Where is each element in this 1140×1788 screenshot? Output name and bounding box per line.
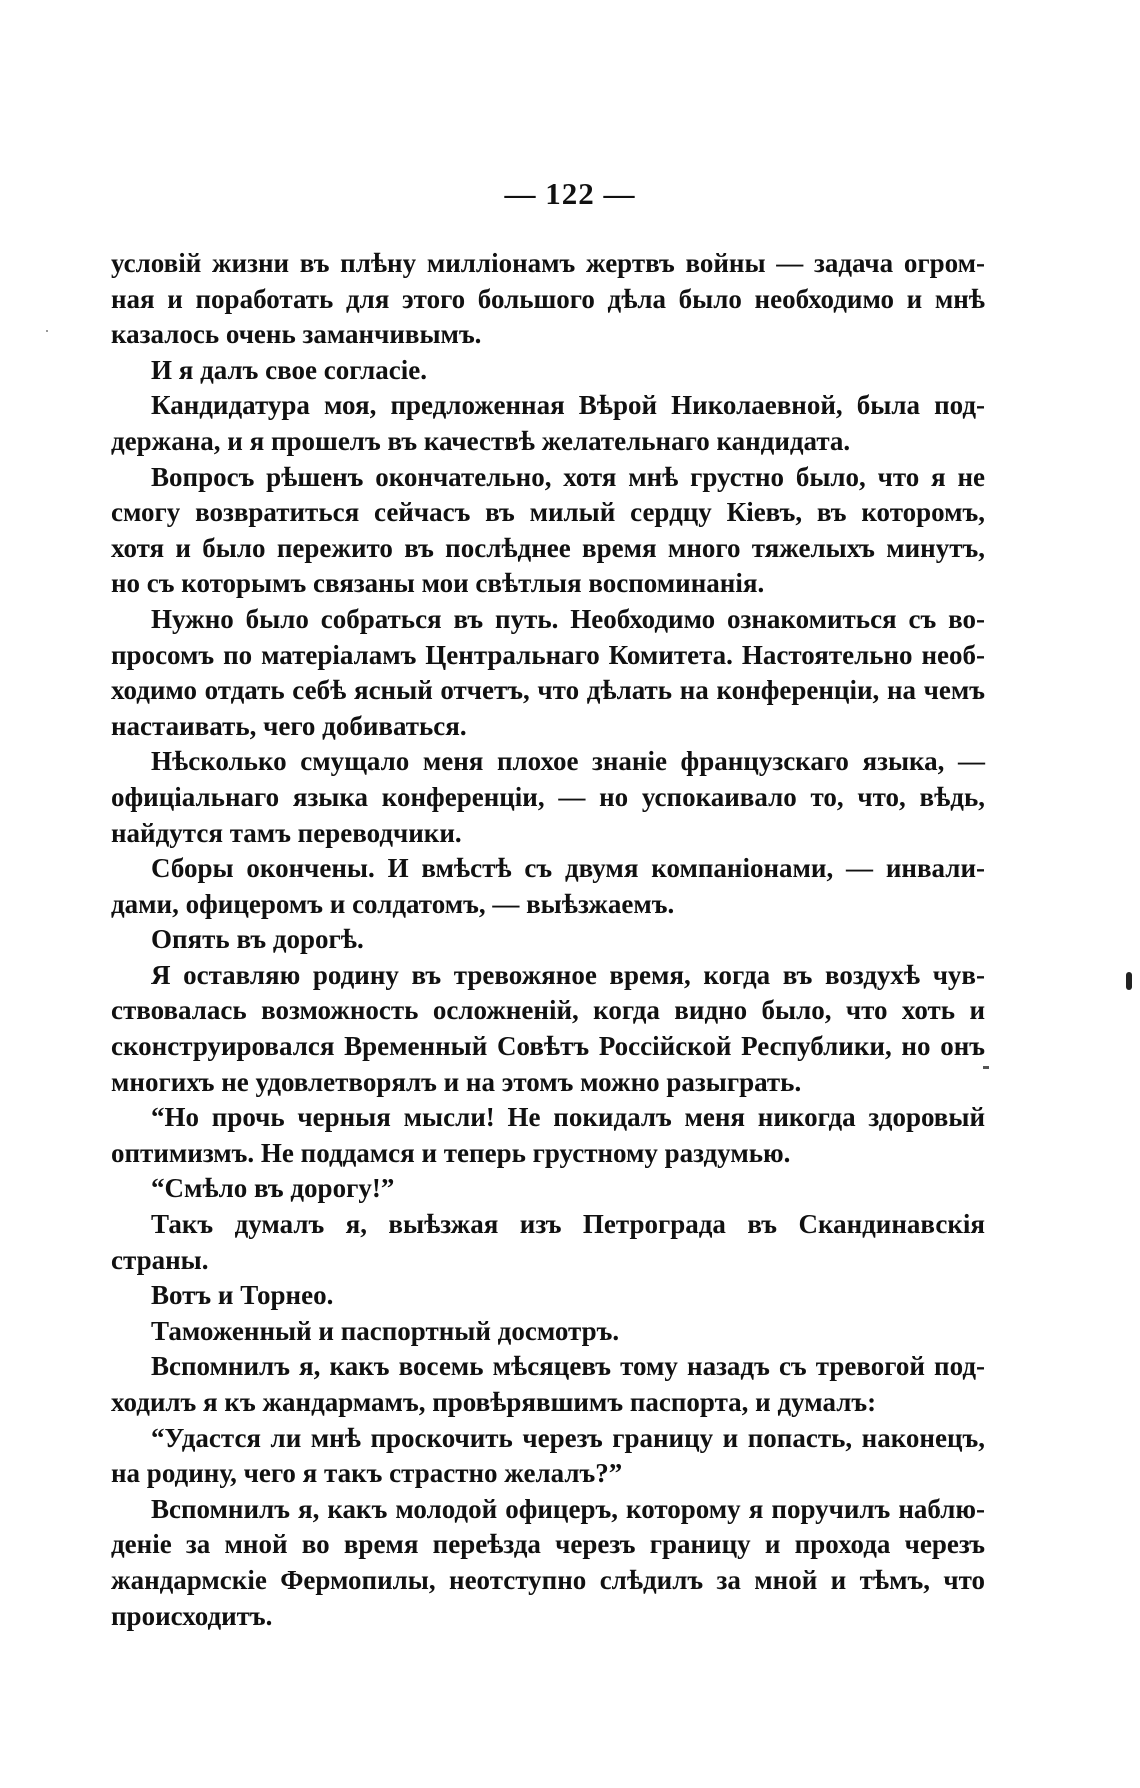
body-text (111, 246, 985, 1634)
text-line: Вспомнилъ я, какъ молодой офицеръ, которому я поручилъ наблю- (151, 1493, 985, 1524)
text-line: страны. (111, 1244, 209, 1275)
paragraph (111, 353, 985, 389)
text-line: ходилъ я къ жандармамъ, провѣрявшимъ паспорта, и думалъ: (111, 1387, 877, 1417)
scan-artifact-mark (1126, 972, 1132, 990)
text-line: найдутся тамъ переводчики. (111, 817, 462, 848)
paragraph (111, 744, 985, 851)
paragraph (111, 246, 985, 353)
text-line: Вопросъ рѣшенъ окончательно, хотя мнѣ грустно было, что я не (151, 461, 985, 492)
paragraph (111, 460, 985, 602)
text-line: смогу возвратиться сейчасъ въ милый сердцу Кіевъ, въ которомъ, (111, 497, 985, 528)
paragraph (111, 1100, 985, 1171)
text-line: деніе за мной во время переѣзда черезъ границу и прохода черезъ (111, 1529, 985, 1560)
paragraph (111, 1421, 985, 1492)
text-line: хотя и было пережито въ послѣднее время много тяжелыхъ минутъ, (111, 532, 985, 563)
paragraph (111, 851, 985, 922)
paragraph (111, 388, 985, 459)
text-line: Опять въ дорогѣ. (151, 924, 364, 955)
scan-artifact-tick (983, 1066, 989, 1069)
text-line: но съ которымъ связаны мои свѣтлыя воспоминанія. (111, 568, 765, 599)
text-line: Нѣсколько смущало меня плохое знаніе французскаго языка, — (151, 746, 985, 777)
text-line: условій жизни въ плѣну милліонамъ жертвъ войны — задача огром- (111, 248, 985, 278)
paragraph (111, 1278, 985, 1314)
text-line: Кандидатура моя, предложенная Вѣрой Николаевной, была под- (151, 390, 985, 421)
text-line: И я далъ свое согласіе. (151, 354, 427, 385)
text-line: Я оставляю родину въ тревожяное время, когда въ воздухѣ чув- (151, 959, 985, 990)
text-line: “Но прочь черныя мысли! Не покидалъ меня никогда здоровый (151, 1102, 985, 1133)
text-line: офиціальнаго языка конференціи, — но успокаивало то, что, вѣдь, (111, 781, 985, 812)
text-line: оптимизмъ. Не поддамся и теперь грустному раздумью. (111, 1137, 791, 1168)
text-line: ствовалась возможность осложненій, когда видно было, что хоть и (111, 995, 985, 1026)
paragraph (111, 1207, 985, 1278)
text-line: держана, и я прошелъ въ качествѣ желательнаго кандидата. (111, 425, 851, 456)
text-line: просомъ по матеріаламъ Центральнаго Комитета. Настоятельно необ- (111, 639, 985, 670)
paragraph (111, 1314, 985, 1350)
text-line: Сборы окончены. И вмѣстѣ съ двумя компаніонами, — инвали- (151, 853, 985, 884)
paragraph (111, 958, 985, 1100)
text-line: на родину, чего я такъ страстно желалъ?” (111, 1458, 623, 1489)
text-line: сконструировался Временный Совѣтъ Россійской Республики, но онъ (111, 1031, 985, 1062)
text-line: Нужно было собраться въ путь. Необходимо ознакомиться съ во- (151, 603, 985, 634)
paragraph (111, 1171, 985, 1207)
paragraph (111, 602, 985, 744)
text-line: Вспомнилъ я, какъ восемь мѣсяцевъ тому назадъ съ тревогой под- (151, 1351, 985, 1382)
text-line: “Удастся ли мнѣ проскочить черезъ границу и попасть, наконецъ, (151, 1422, 985, 1453)
paragraph (111, 1492, 985, 1634)
scan-artifact-speck (46, 330, 48, 332)
paragraph (111, 1349, 985, 1420)
text-line: Вотъ и Торнео. (151, 1280, 334, 1311)
text-line: “Смѣло въ дорогу!” (151, 1173, 395, 1204)
page-number: — 122 — (504, 176, 636, 211)
text-line: жандармскіе Фермопилы, неотступно слѣдилъ за мной и тѣмъ, что (111, 1564, 985, 1595)
text-line: многихъ не удовлетворялъ и на этомъ можно разыграть. (111, 1066, 802, 1097)
text-line: ходимо отдать себѣ ясный отчетъ, что дѣлать на конференціи, на чемъ (111, 675, 985, 706)
text-line: дами, офицеромъ и солдатомъ, — выѣзжаемъ. (111, 888, 675, 919)
text-line: настаивать, чего добиваться. (111, 710, 467, 741)
text-line: Такъ думалъ я, выѣзжая изъ Петрограда въ Скандинавскія (151, 1209, 985, 1240)
text-line: происходитъ. (111, 1600, 273, 1631)
paragraph (111, 922, 985, 958)
text-line: казалось очень заманчивымъ. (111, 319, 482, 350)
text-line: Таможенный и паспортный досмотръ. (151, 1315, 620, 1346)
text-line: ная и поработать для этого большого дѣла было необходимо и мнѣ (111, 283, 985, 314)
